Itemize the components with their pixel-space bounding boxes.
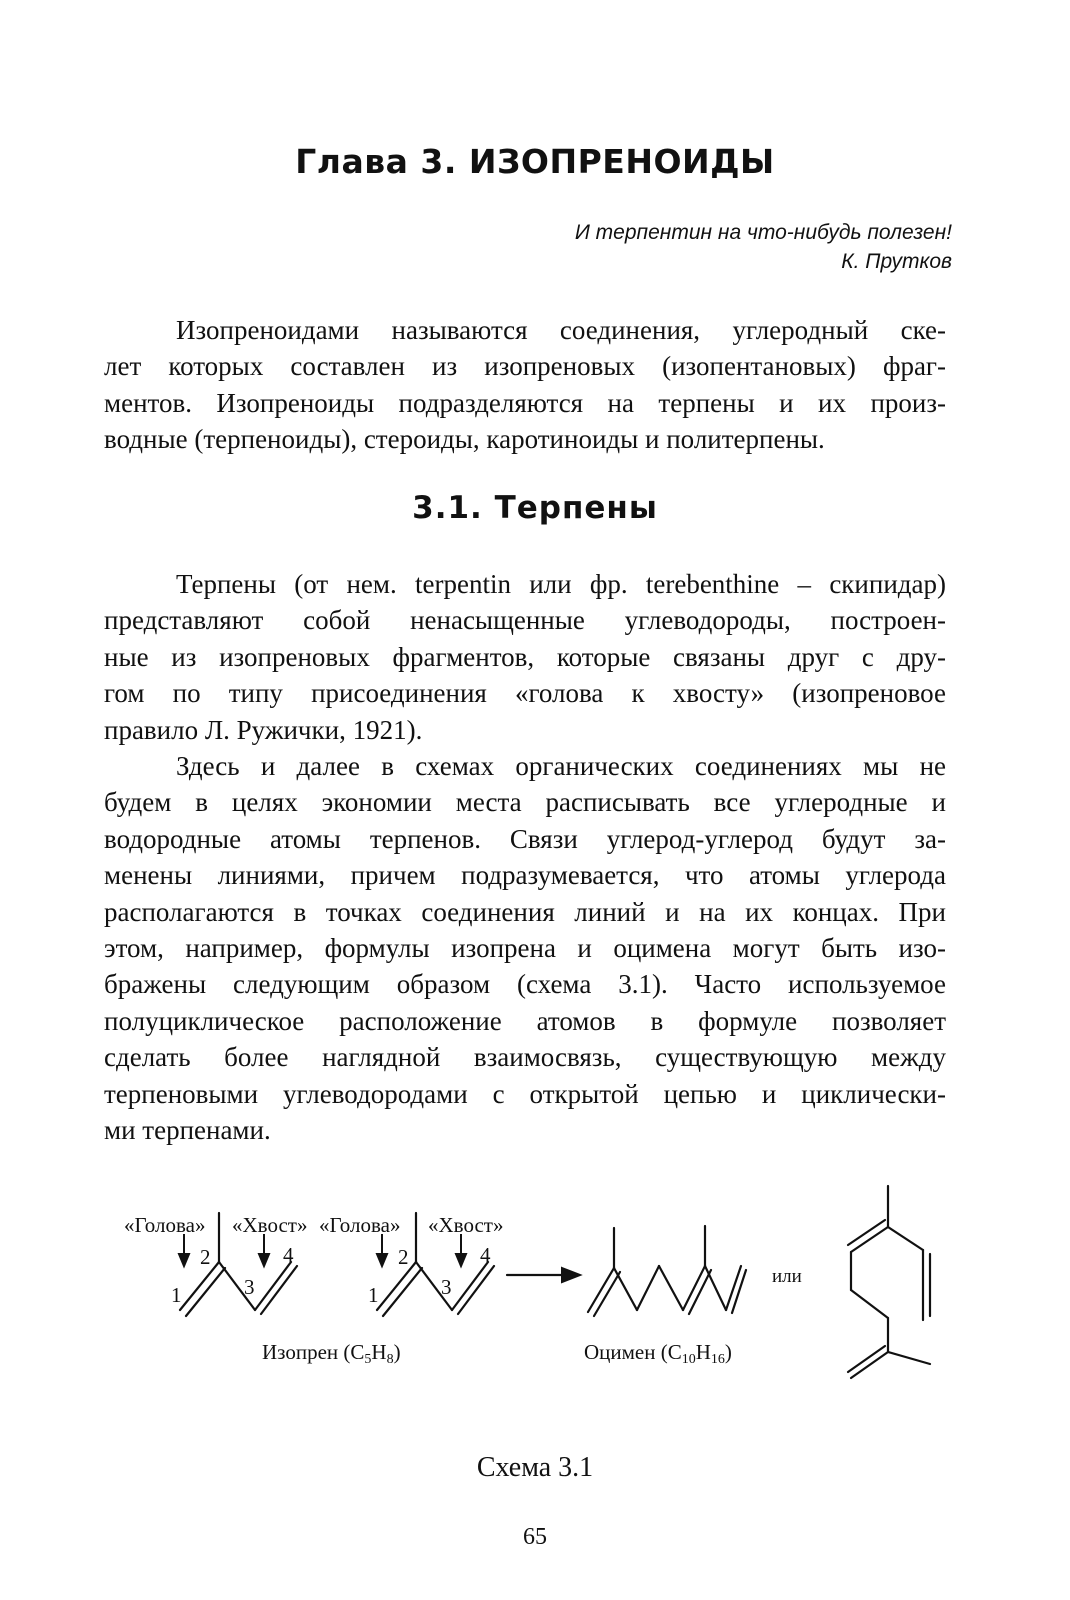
text-line: ми терпенами. xyxy=(104,1115,271,1146)
epigraph xyxy=(575,218,952,276)
text-line: Изопреноидами называются соединения, углеродный ске- xyxy=(176,315,946,345)
text-line: Здесь и далее в схемах органических соединениях мы не xyxy=(176,751,946,781)
atom-number-4: 4 xyxy=(283,1243,294,1267)
text-line: будем в целях экономии места расписывать все углеродные и xyxy=(104,787,946,818)
section-title: 3.1. Терпены xyxy=(412,490,658,526)
text-line: гом по типу присоединения «голова к хвосту» (изопреновое xyxy=(104,678,946,709)
ocimene-semicyclic-structure xyxy=(848,1186,930,1378)
tail-label-1: «Хвост» xyxy=(232,1213,308,1237)
text-line: менены линиями, причем подразумевается, что атомы углерода xyxy=(104,860,946,891)
chapter-title: Глава 3. ИЗОПРЕНОИДЫ xyxy=(295,142,775,181)
isoprene-caption: Изопрен $(C_5H_8)$ xyxy=(262,1340,401,1367)
intro-paragraph xyxy=(104,312,946,458)
head-label-1: «Голова» xyxy=(124,1213,206,1237)
scheme-caption: Схема 3.1 xyxy=(476,1452,594,1483)
scheme-figure xyxy=(0,1170,1070,1450)
epigraph-author: К. Прутков xyxy=(841,250,952,273)
atom-number-2: 2 xyxy=(200,1245,211,1269)
atom-number-3: 3 xyxy=(244,1275,255,1299)
atom-number-2: 2 xyxy=(398,1245,409,1269)
text-line: полуциклическое расположение атомов в формуле позволяет xyxy=(104,1005,946,1036)
text-line: представляют собой ненасыщенные углеводороды, построен- xyxy=(104,605,946,636)
text-line: сделать более наглядной взаимосвязь, существующую между xyxy=(104,1042,946,1073)
atom-number-1: 1 xyxy=(171,1283,182,1307)
atom-number-4: 4 xyxy=(480,1243,491,1267)
text-line: ментов. Изопреноиды подразделяются на терпены и их произ- xyxy=(104,387,946,418)
epigraph-text: И терпентин на что-нибудь полезен! xyxy=(574,221,952,244)
text-line: Терпены (от нем. terpentin или фр. terebenthine – скипидар) xyxy=(176,569,946,599)
text-line: лет которых составлен из изопреновых (изопентановых) фраг- xyxy=(104,351,946,382)
page-number: 65 xyxy=(523,1524,547,1550)
paragraph-notation xyxy=(104,748,946,1148)
ocimene-caption: Оцимен $(C_{10}H_{16})$ xyxy=(584,1340,732,1367)
ocimene-structure xyxy=(588,1226,746,1316)
or-label: или xyxy=(772,1266,802,1287)
head-label-2: «Голова» xyxy=(319,1213,401,1237)
text-line: правило Л. Ружички, 1921). xyxy=(104,714,423,745)
text-line: водородные атомы терпенов. Связи углерод-углерод будут за- xyxy=(104,823,946,854)
atom-number-3: 3 xyxy=(441,1275,452,1299)
text-line: терпеновыми углеводородами с открытой цепью и циклически- xyxy=(104,1078,946,1109)
reaction-arrowhead xyxy=(562,1268,580,1282)
text-line: бражены следующим образом (схема 3.1). Часто используемое xyxy=(104,969,946,1000)
text-line: располагаются в точках соединения линий и на их концах. При xyxy=(104,896,946,927)
text-line: ные из изопреновых фрагментов, которые связаны друг с дру- xyxy=(104,641,946,672)
atom-number-1: 1 xyxy=(368,1283,379,1307)
text-line: водные (терпеноиды), стероиды, каротиноиды и политерпены. xyxy=(104,424,825,455)
text-line: этом, например, формулы изопрена и оцимена могут быть изо- xyxy=(104,933,946,964)
tail-label-2: «Хвост» xyxy=(428,1213,504,1237)
paragraph-terpenes xyxy=(104,566,946,748)
